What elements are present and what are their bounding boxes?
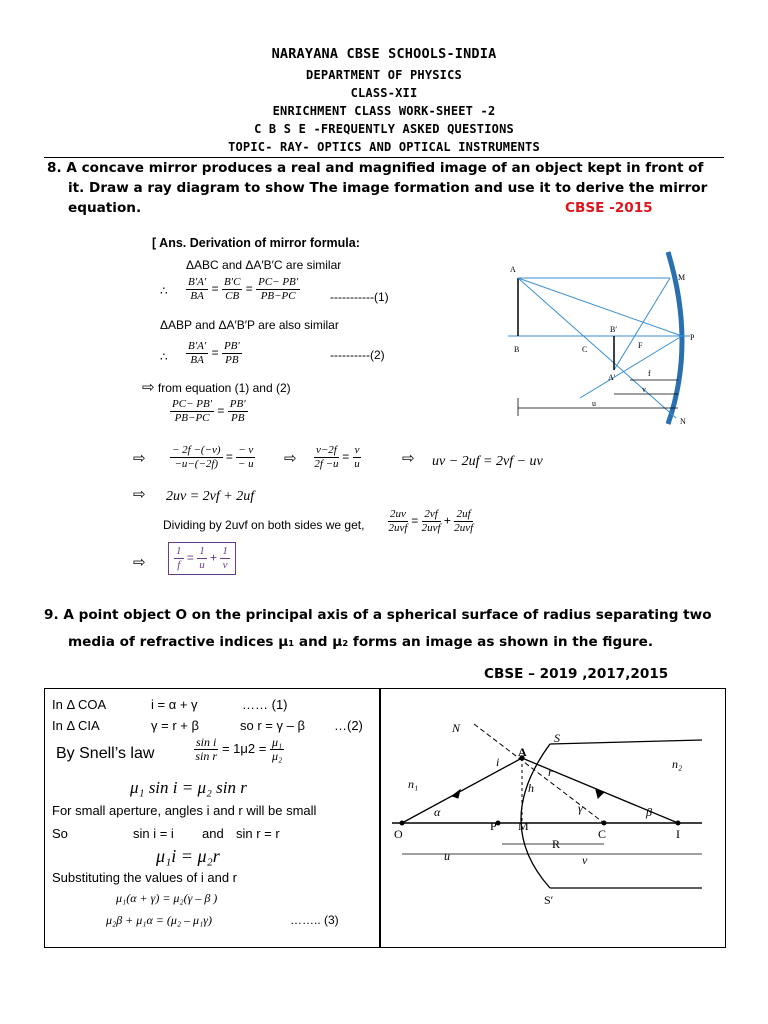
class-label: CLASS-XII	[350, 86, 418, 100]
topic-title: TOPIC- RAY- OPTICS AND OPTICAL INSTRUMENTS	[228, 140, 540, 154]
faq-title: C B S E -FREQUENTLY ASKED QUESTIONS	[254, 122, 514, 136]
from-equation-text: from equation (1) and (2)	[157, 381, 291, 395]
label-N: N	[680, 417, 686, 426]
label-v: v	[642, 385, 646, 394]
label-F: F	[638, 341, 643, 350]
label-P: P	[490, 819, 497, 833]
cia-label: In Δ CIA	[52, 718, 100, 733]
label-r: r	[548, 765, 553, 779]
r-eq: so r = γ – β	[240, 718, 305, 733]
label-h: h	[528, 781, 534, 795]
rearranged-eq: μ₂β + μ₁α = (μ₂ – μ₁γ)	[106, 913, 212, 927]
q9-line2: media of refractive indices μ₁ and μ₂ forms an image as shown in the figure.	[68, 634, 653, 650]
q8-line2: it. Draw a ray diagram to show The image formation and use it to derive the mirror	[68, 180, 708, 196]
similar-2: ΔABP and ΔA′B′P are also similar	[160, 318, 339, 332]
sign-eq: $\frac{- 2f -(-v)}{-u-(-2f)}$ = $\frac{- v}{- u}$	[172, 444, 254, 470]
substituted-eq: μ₁(α + γ) = μ₂(γ – β )	[116, 891, 218, 905]
ratio-eq-1: $\frac{B'A'}{BA}$ = $\frac{B'C}{CB}$ = $\frac{PC- PB'}{PB-PC}$	[188, 276, 299, 302]
and-label: and	[202, 826, 224, 841]
q9-line1: 9. A point object O on the principal axis of a spherical surface of radius separating two	[44, 607, 712, 623]
q8-line3: equation.	[68, 200, 142, 216]
label-B: B	[514, 345, 520, 354]
therefore-1: ∴	[160, 284, 168, 298]
snell-equation: μ₁ sin i = μ₂ sin r	[130, 778, 247, 797]
label-beta: β	[646, 805, 652, 819]
coa-label: In Δ COA	[52, 697, 107, 712]
sin-r-approx: sin r = r	[236, 826, 280, 841]
worksheet-title: ENRICHMENT CLASS WORK-SHEET -2	[272, 104, 496, 118]
label-alpha: α	[434, 805, 441, 819]
label-S: S	[554, 731, 560, 745]
label-A: A	[510, 265, 516, 274]
arrow-3: ⇨	[402, 450, 415, 467]
eq3-ref: …….. (3)	[290, 913, 339, 927]
simplified-eq: $\frac{v-2f}{2f -u}$ = $\frac{v}{u}$	[314, 444, 360, 470]
label-O: O	[394, 827, 403, 841]
label-N: N	[452, 721, 461, 735]
cross-mult-eq: uv − 2uf = 2vf − uv	[432, 454, 543, 469]
similar-1: ΔABC and ΔA′B′C are similar	[186, 258, 342, 272]
substituting-text: Substituting the values of i and r	[52, 870, 238, 885]
label-R: R	[552, 837, 561, 851]
label-I: I	[676, 827, 680, 841]
expanded-eq: 2uv = 2vf + 2uf	[166, 489, 255, 504]
snell-ratio: $\frac{\text{sin i}}{\text{sin r}}$ = 1μ2 = $\frac{\text{μ₁}}{\text{μ₂}}$	[195, 735, 283, 763]
label-u: u	[592, 399, 596, 408]
cia-eq: γ = r + β	[151, 718, 199, 733]
label-f: f	[648, 369, 651, 378]
label-A-prime: A′	[608, 373, 616, 382]
label-u: u	[444, 849, 450, 863]
q8-line1: 8. A concave mirror produces a real and magnified image of an object kept in front of	[47, 160, 704, 176]
spherical-surface	[521, 744, 550, 888]
arrow-1: ⇨	[133, 450, 146, 467]
combined-eq: $\frac{PC- PB'}{PB-PC}$ = $\frac{PB'}{PB}$	[172, 398, 246, 424]
spherical-refraction-diagram	[382, 692, 720, 942]
eq2-ref: …(2)	[334, 718, 363, 733]
ray-arrowhead-1	[452, 790, 460, 798]
small-aperture-text: For small aperture, angles i and r will be small	[52, 803, 317, 818]
small-angle-eq: μ₁i = μ₂r	[156, 846, 220, 866]
dividing-text: Dividing by 2uvf on both sides we get,	[163, 518, 365, 532]
q9-cbse-tag: CBSE – 2019 ,2017,2015	[484, 666, 669, 682]
label-M: M	[678, 273, 686, 282]
ray-arrowhead-2	[596, 790, 604, 798]
label-i: i	[496, 755, 500, 769]
concave-mirror-diagram	[500, 248, 710, 438]
arrow-2: ⇨	[284, 450, 297, 467]
coa-eq: i = α + γ	[151, 697, 198, 712]
from-equation: ⇨ from equation (1) and (2)	[142, 379, 291, 396]
incident-ray	[402, 758, 522, 823]
therefore-2: ∴	[160, 350, 168, 364]
snells-law-label: By Snell’s law	[56, 745, 155, 762]
q8-cbse-tag: CBSE -2015	[565, 200, 653, 216]
sin-i-approx: sin i = i	[133, 826, 174, 841]
label-M: M	[518, 819, 529, 833]
answer-heading: [ Ans. Derivation of mirror formula:	[152, 236, 360, 250]
label-n1: n₁	[408, 777, 419, 791]
label-S-prime: S′	[544, 893, 554, 907]
mirror-formula-box: $\frac{1}{f}$ = $\frac{1}{u}$ + $\frac{1}{v}$	[168, 542, 236, 575]
label-n2: n₂	[672, 757, 683, 771]
eq1-tag: -----------(1)	[330, 290, 389, 304]
label-P: P	[690, 333, 695, 342]
label-B-prime: B′	[610, 325, 618, 334]
school-name: NARAYANA CBSE SCHOOLS-INDIA	[271, 46, 497, 62]
label-C: C	[582, 345, 588, 354]
eq2-tag: ----------(2)	[330, 348, 385, 362]
divided-eq: $\frac{2uv}{\text{2uvf}}$ = $\frac{2vf}{\text{2uvf}}$ + $\frac{2uf}{\text{2uvf}}$	[388, 508, 474, 534]
label-gamma: γ	[578, 801, 583, 815]
department: DEPARTMENT OF PHYSICS	[306, 68, 462, 82]
arrow-5: ⇨	[133, 554, 146, 571]
ratio-eq-2: $\frac{B'A'}{BA}$ = $\frac{PB'}{PB}$	[188, 340, 240, 366]
label-A: A	[518, 745, 527, 759]
so-label: So	[52, 826, 68, 841]
arrow-4: ⇨	[133, 486, 146, 503]
label-C: C	[598, 827, 607, 841]
eq1-ref: …… (1)	[242, 697, 288, 712]
label-v: v	[582, 853, 588, 867]
